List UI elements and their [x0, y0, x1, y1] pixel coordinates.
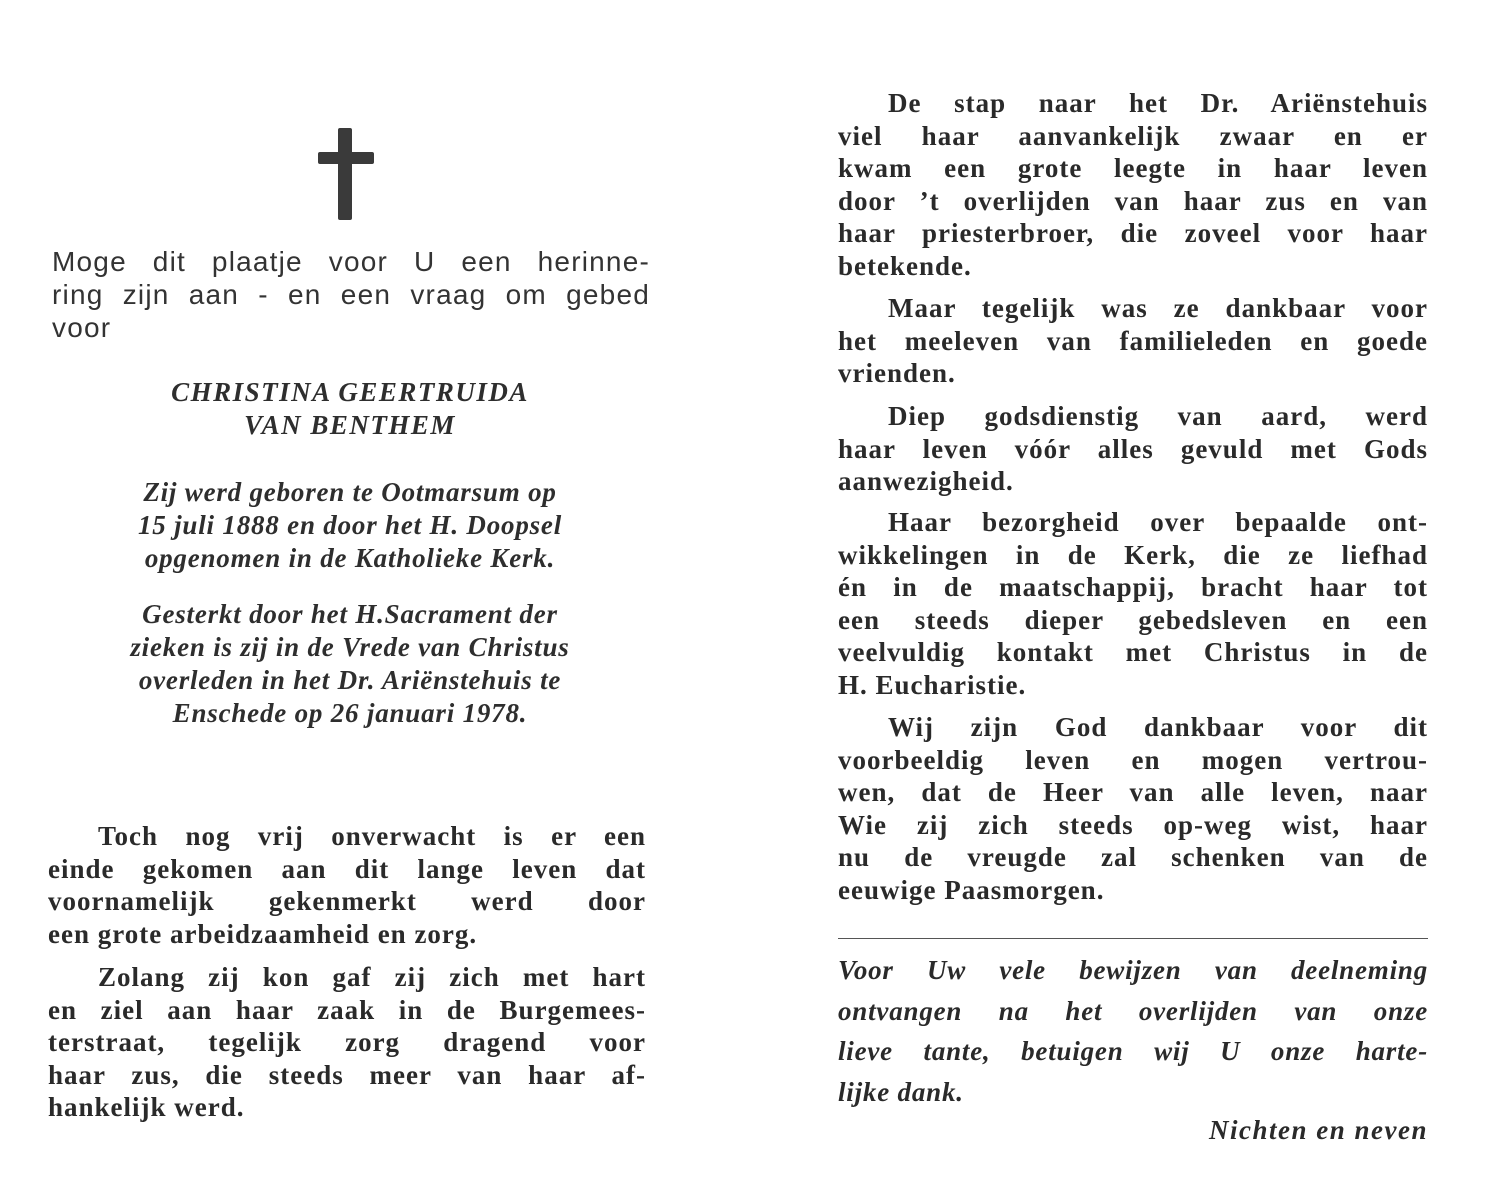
thanks-line: lieve tante, betuigen wij U onze harte-: [838, 1036, 1428, 1066]
paragraph-line: veelvuldig kontakt met Christus in de: [838, 637, 1428, 667]
paragraph-line: hankelijk werd.: [48, 1092, 245, 1122]
paragraph-line: Toch nog vrij onverwacht is er een: [98, 821, 646, 851]
intro-line: Moge dit plaatje voor U een herinne-: [52, 246, 650, 277]
name-line: CHRISTINA GEERTRUIDA: [171, 377, 529, 407]
paragraph-line: kwam een grote leegte in haar leven: [838, 153, 1428, 183]
paragraph-line: Haar bezorgheid over bepaalde ont-: [888, 507, 1428, 537]
right-paragraph-5: [838, 711, 1428, 906]
paragraph-line: Maar tegelijk was ze dankbaar voor: [888, 293, 1428, 323]
right-paragraph-1: [838, 87, 1428, 282]
name-line: VAN BENTHEM: [244, 410, 456, 440]
cross-icon: [318, 128, 374, 220]
paragraph-line: wen, dat de Heer van alle leven, naar: [838, 777, 1428, 807]
paragraph-line: viel haar aanvankelijk zwaar en er: [838, 120, 1428, 151]
death-line: zieken is zij in de Vrede van Christus: [130, 632, 570, 662]
paragraph-line: én in de maatschappij, bracht haar tot: [838, 572, 1428, 602]
thanks-line: lijke dank.: [838, 1076, 964, 1107]
left-paragraph-2: [48, 961, 646, 1124]
paragraph-line: het meeleven van familieleden en goede: [838, 325, 1428, 356]
death-line: Enschede op 26 januari 1978.: [172, 698, 528, 728]
right-paragraph-2: [838, 292, 1428, 390]
paragraph-line: wikkelingen in de Kerk, die ze liefhad: [838, 539, 1428, 570]
paragraph-line: betekende.: [838, 250, 972, 281]
paragraph-line: haar priesterbroer, die zoveel voor haar: [838, 218, 1428, 248]
paragraph-line: einde gekomen aan dit lange leven dat: [48, 853, 646, 884]
paragraph-line: een grote arbeidzaamheid en zorg.: [48, 918, 478, 949]
paragraph-line: De stap naar het Dr. Ariënstehuis: [888, 88, 1428, 118]
right-paragraph-3: [838, 400, 1428, 498]
birth-line: 15 juli 1888 en door het H. Doopsel: [137, 510, 563, 540]
paragraph-line: haar leven vóór alles gevuld met Gods: [838, 433, 1428, 464]
thanks-line: Voor Uw vele bewijzen van deelneming: [838, 955, 1428, 985]
paragraph-line: voorbeeldig leven en mogen vertrou-: [838, 744, 1428, 775]
paragraph-line: nu de vreugde zal schenken van de: [838, 842, 1428, 872]
paragraph-line: Zolang zij kon gaf zij zich met hart: [98, 962, 646, 992]
birth-text: [40, 476, 660, 575]
paragraph-line: een steeds dieper gebedsleven en een: [838, 604, 1428, 635]
paragraph-line: terstraat, tegelijk zorg dragend voor: [48, 1027, 646, 1057]
paragraph-line: Wie zij zich steeds op-weg wist, haar: [838, 809, 1428, 840]
thanks-line: ontvangen na het overlijden van onze: [838, 995, 1428, 1026]
birth-line: opgenomen in de Katholieke Kerk.: [144, 543, 556, 573]
paragraph-line: voornamelijk gekenmerkt werd door: [48, 886, 646, 916]
death-line: Gesterkt door het H.Sacrament der: [142, 599, 558, 629]
paragraph-line: vrienden.: [838, 358, 956, 388]
paragraph-line: aanwezigheid.: [838, 466, 1014, 496]
divider-line: [838, 938, 1428, 939]
paragraph-line: door ’t overlijden van haar zus en van: [838, 185, 1428, 216]
signature: Nichten en neven: [1209, 1115, 1428, 1145]
paragraph-line: H. Eucharistie.: [838, 669, 1027, 700]
paragraph-line: Diep godsdienstig van aard, werd: [888, 401, 1428, 431]
intro-line: ring zijn aan - en een vraag om gebed: [52, 279, 650, 310]
paragraph-line: haar zus, die steeds meer van haar af-: [48, 1059, 646, 1090]
left-paragraph-1: [48, 820, 646, 950]
paragraph-line: Wij zijn God dankbaar voor dit: [888, 712, 1428, 742]
paragraph-line: en ziel aan haar zaak in de Burgemees-: [48, 994, 646, 1025]
cross-horizontal-beam: [318, 152, 374, 164]
death-line: overleden in het Dr. Ariënstehuis te: [138, 665, 562, 695]
intro-text: [52, 245, 650, 344]
right-paragraph-4: [838, 506, 1428, 701]
thanks-text: [838, 950, 1428, 1112]
cross-vertical-beam: [338, 128, 352, 220]
death-text: [40, 598, 660, 730]
intro-line: voor: [52, 312, 112, 343]
deceased-name: [40, 376, 660, 442]
paragraph-line: eeuwige Paasmorgen.: [838, 874, 1105, 905]
birth-line: Zij werd geboren te Ootmarsum op: [143, 477, 557, 507]
